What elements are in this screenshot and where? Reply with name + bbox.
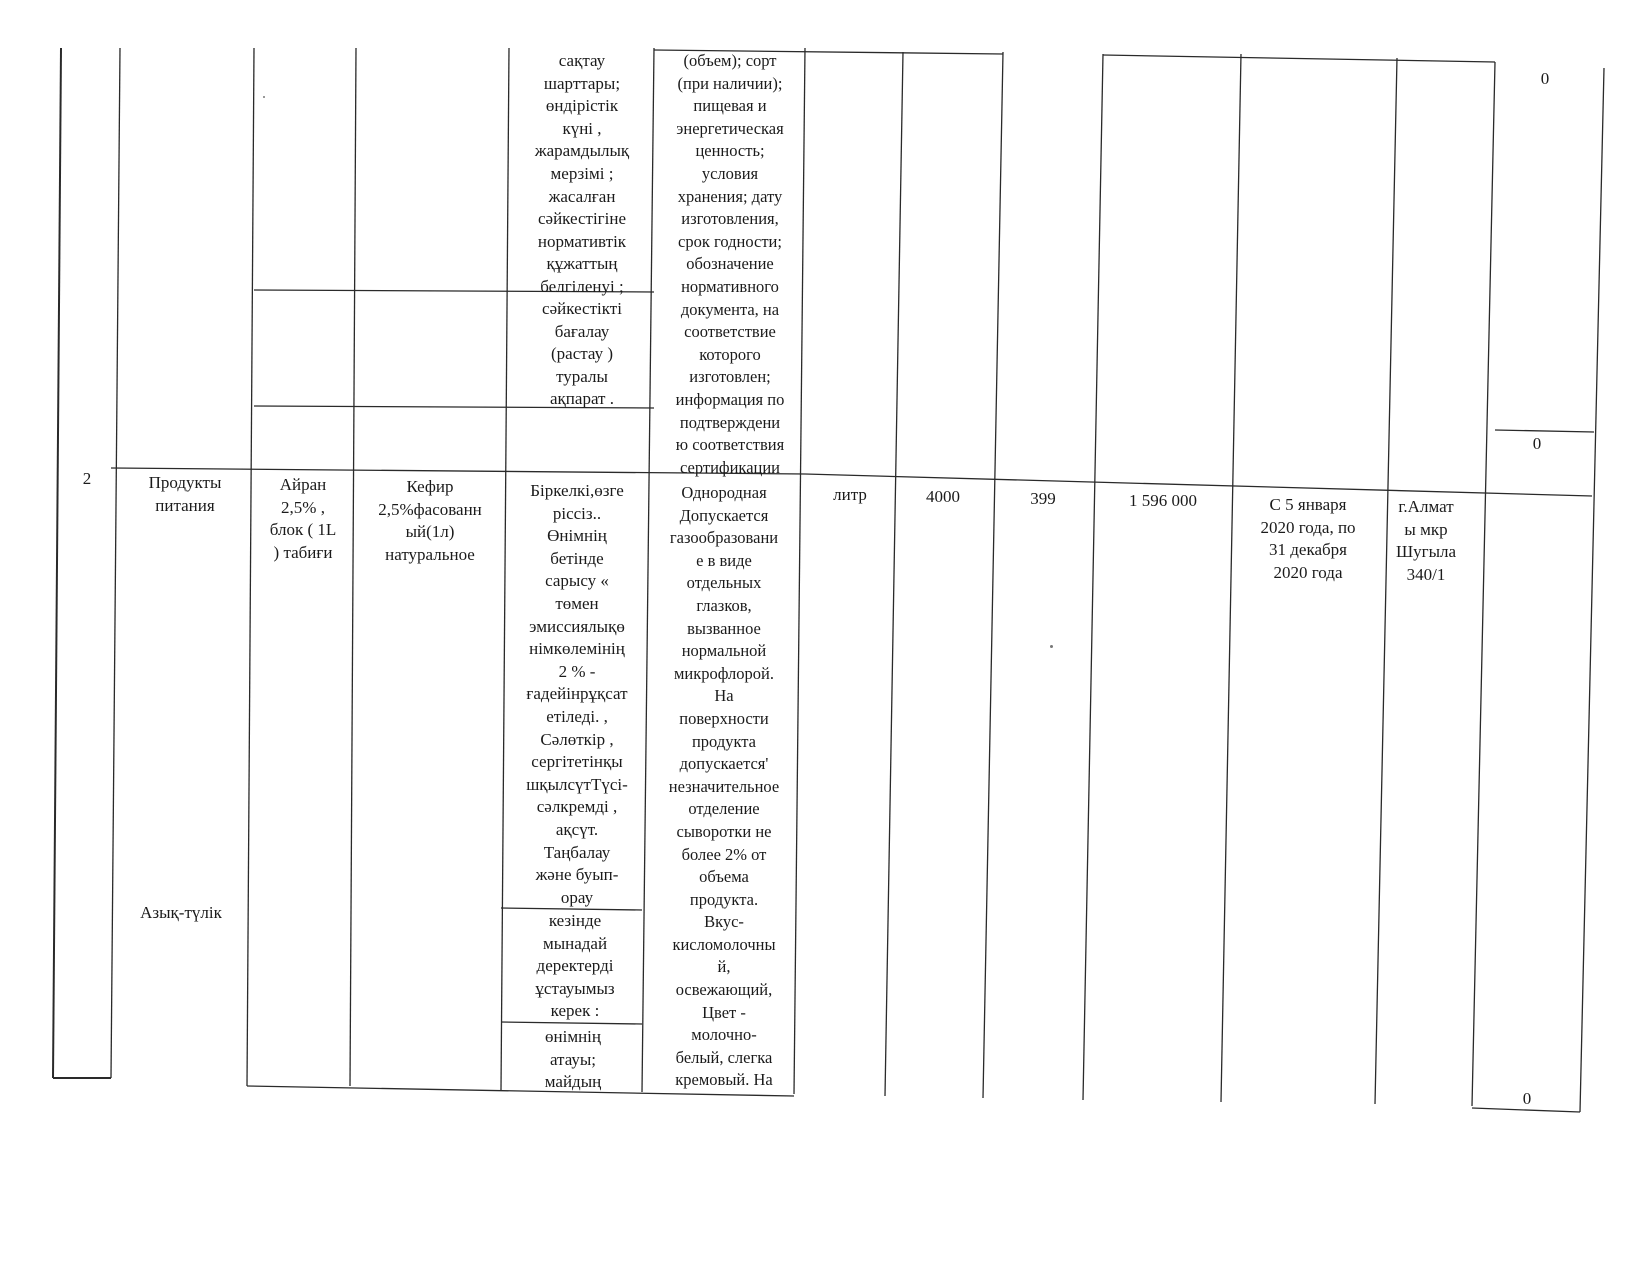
text-line: вызванное — [687, 618, 761, 638]
text-line: жасалған — [548, 186, 616, 206]
text-line: мерзімі ; — [550, 163, 614, 183]
product-spec-ru — [650, 482, 798, 1092]
text-line: 2 % - — [558, 661, 596, 681]
text-line: (при наличии); — [677, 73, 783, 93]
text-line: изготовления, — [681, 209, 779, 229]
text-line: сәйкестігіне — [537, 209, 627, 229]
row-number: 2 — [82, 469, 92, 488]
text-line: газообразовани — [669, 528, 779, 548]
text-line: шқылсүтТүсі- — [526, 774, 628, 794]
text-line: төмен — [555, 593, 599, 613]
text-line: й, — [717, 957, 731, 977]
text-line: (растау ) — [551, 344, 613, 364]
text-line: атауы; — [549, 1049, 597, 1069]
text-line: молочно- — [691, 1025, 757, 1045]
text-line: сыворотки не — [676, 821, 772, 841]
text-line: продукта — [691, 731, 757, 751]
text-line: информация по — [675, 389, 785, 409]
text-line: туралы — [556, 366, 608, 386]
text-line: сарысу « — [545, 571, 609, 591]
text-line: соответствие — [684, 322, 776, 342]
text-line: Допускается — [679, 505, 769, 525]
text-line: нормальной — [681, 641, 767, 661]
text-line: подтверждени — [679, 412, 781, 432]
text-line: белый, слегка — [675, 1047, 773, 1067]
text-line: глазков, — [696, 595, 752, 615]
text-line: Вкус- — [704, 912, 744, 932]
text-line: На — [714, 686, 734, 706]
text-line: және буып- — [535, 865, 619, 885]
text-line: ақпарат . — [550, 389, 614, 409]
text-line: кезінде — [548, 911, 602, 930]
zero-top: 0 — [1540, 69, 1550, 88]
text-line: деректерді — [536, 956, 614, 976]
text-line: етіледі. , — [546, 706, 608, 726]
text-line: Однородная — [681, 483, 767, 502]
text-line: ы мкр — [1404, 519, 1448, 539]
text-line: условия — [701, 163, 759, 183]
text-line: обозначение — [686, 254, 774, 274]
text-line: 2020 года — [1273, 562, 1343, 582]
text-line: Кефир — [406, 477, 454, 496]
text-line: 31 декабря — [1269, 540, 1347, 560]
text-line: документа, на — [680, 299, 780, 319]
text-line: сергітетінқы — [531, 752, 623, 772]
text-line: питания — [155, 495, 215, 515]
quantity: 4000 — [926, 487, 960, 506]
text-line: нормативного — [681, 276, 779, 296]
text-line: С 5 января — [1269, 495, 1347, 514]
total: 1 596 000 — [1129, 491, 1197, 510]
text-line: нормативтік — [537, 231, 627, 251]
text-line: более 2% от — [681, 844, 767, 864]
price: 399 — [1030, 489, 1056, 508]
text-line: ый(1л) — [405, 522, 455, 542]
storage-conditions-kz — [514, 50, 650, 299]
scan-speck — [263, 96, 265, 98]
text-line: продукта. — [689, 889, 759, 909]
zero-mid: 0 — [1532, 434, 1542, 453]
text-line: құжаттың — [546, 254, 618, 274]
text-line: бетінде — [550, 548, 604, 568]
text-line: Айран — [279, 475, 327, 494]
text-line: 2020 года, по — [1260, 517, 1356, 537]
text-line: шарттары; — [543, 73, 621, 93]
product-spec-kz — [510, 480, 644, 909]
text-line: микрофлорой. — [673, 663, 774, 683]
text-line: жарамдылық — [534, 141, 630, 161]
text-line: энергетическая — [676, 118, 784, 138]
text-line: которого — [699, 344, 761, 364]
text-line: Таңбалау — [543, 842, 611, 862]
product-spec-kz-cont — [508, 910, 642, 1023]
text-line: керек : — [550, 1001, 600, 1021]
text-line: ю соответствия — [675, 435, 785, 455]
text-line: ұстауымыз — [535, 978, 615, 998]
text-line: сәйкестікті — [542, 299, 622, 318]
text-line: орау — [560, 887, 594, 907]
text-line: німкөлемінің — [529, 639, 625, 659]
product-spec-kz-cont2 — [506, 1026, 640, 1094]
text-line: незначительное — [668, 776, 780, 796]
text-line: поверхности — [679, 708, 769, 728]
text-line: изготовлен; — [689, 367, 771, 387]
text-line: хранения; дату — [677, 186, 783, 206]
labeling-requirements-ru — [656, 50, 804, 479]
text-line: Өнімнің — [547, 526, 607, 546]
text-line: отделение — [688, 799, 760, 819]
text-line: мынадай — [542, 933, 608, 953]
text-line: майдың — [544, 1072, 602, 1092]
text-line: освежающий, — [675, 980, 773, 1000]
delivery-term — [1240, 494, 1376, 584]
text-line: күні , — [562, 118, 602, 138]
text-line: рісcіз.. — [552, 503, 602, 523]
text-line: 2,5%фасованн — [378, 499, 482, 519]
text-line: г.Алмат — [1398, 497, 1454, 516]
text-line: (объем); сорт — [683, 51, 777, 70]
text-line: Продукты — [148, 473, 222, 492]
text-line: сертификации — [679, 457, 781, 477]
text-line: отдельных — [686, 573, 762, 593]
product-name-ru — [356, 476, 504, 566]
text-line: е в виде — [696, 550, 752, 570]
text-line: ценность; — [695, 141, 765, 161]
conformity-info-kz — [514, 298, 650, 411]
text-line: ) табиғи — [273, 542, 333, 562]
unit: литр — [833, 485, 867, 504]
category-ru — [128, 472, 242, 517]
text-line: эмиссиялықө — [529, 616, 625, 636]
text-line: кремовый. На — [675, 1070, 773, 1090]
text-line: сақтау — [558, 51, 606, 70]
text-line: натуральное — [385, 544, 475, 564]
text-line: блок ( 1L — [269, 520, 337, 540]
text-line: ғадейінрұқсат — [526, 684, 628, 704]
text-line: 340/1 — [1406, 564, 1446, 584]
text-line: Сәлөткір , — [540, 729, 614, 749]
text-line: пищевая и — [693, 96, 767, 116]
text-line: өнімнің — [545, 1027, 601, 1046]
text-line: Шугыла — [1395, 542, 1457, 562]
category-kz: Азық-түлік — [140, 903, 222, 922]
product-name-kz — [255, 474, 351, 564]
text-line: өндірістік — [545, 96, 619, 116]
text-line: бағалау — [554, 321, 610, 341]
text-line: Біркелкі,өзге — [530, 481, 624, 500]
zero-bottom: 0 — [1522, 1089, 1532, 1108]
text-line: срок годности; — [678, 231, 782, 251]
delivery-place — [1378, 496, 1474, 586]
text-line: белгіленуі ; — [540, 276, 624, 296]
text-line: сәлкремді , — [536, 797, 618, 817]
scan-speck — [1050, 645, 1053, 648]
text-line: 2,5% , — [281, 497, 325, 517]
text-line: кисломолочны — [672, 934, 776, 954]
text-line: допускается' — [679, 754, 769, 774]
text-line: ақсүт. — [555, 819, 599, 839]
text-line: объема — [699, 867, 749, 887]
text-line: Цвет - — [702, 1002, 746, 1022]
